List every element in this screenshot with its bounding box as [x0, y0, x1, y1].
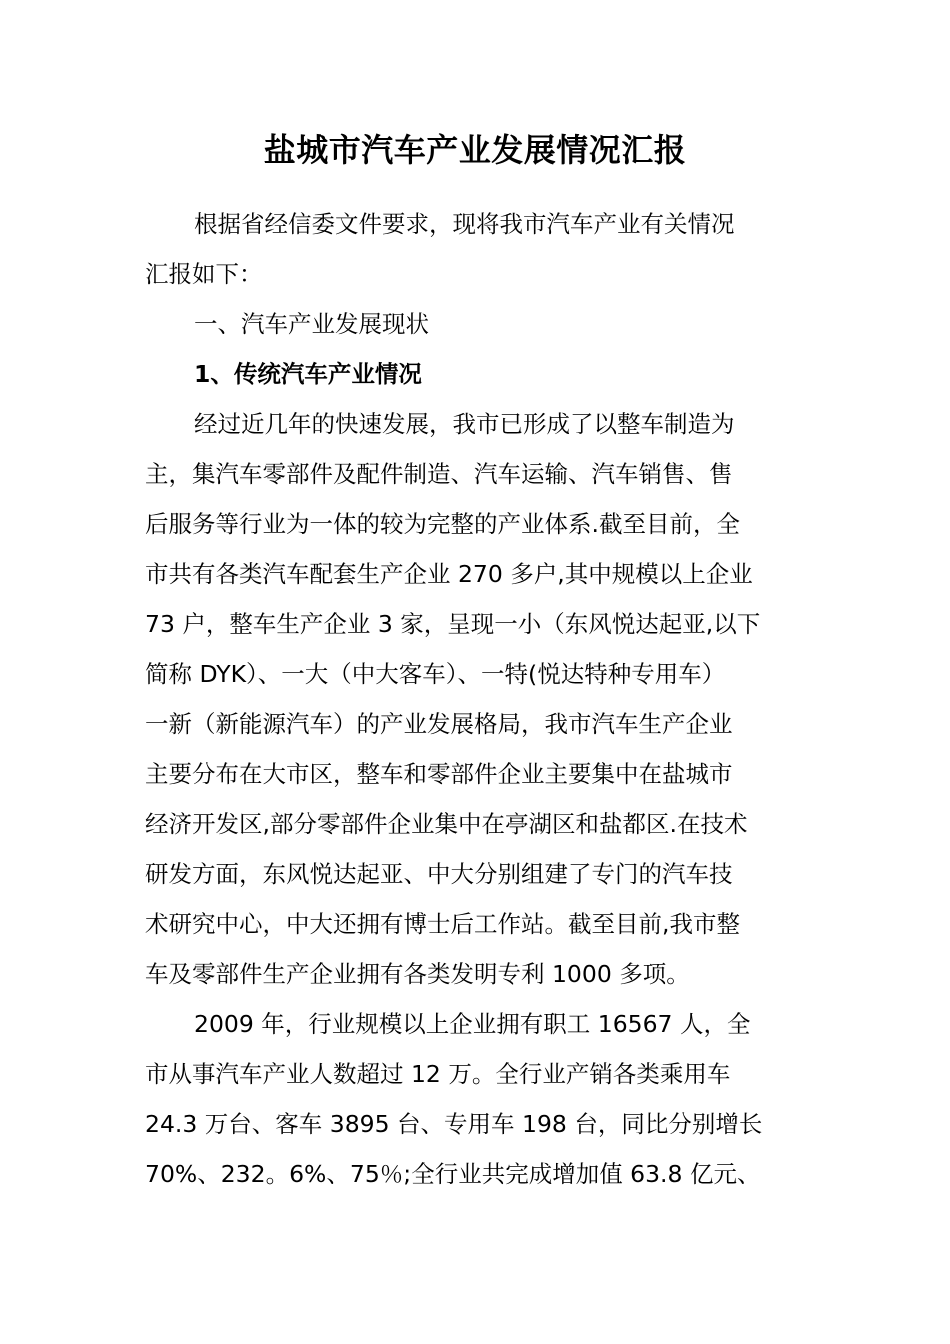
paragraph-line: 经过近几年的快速发展，我市已形成了以整车制造为: [194, 410, 735, 438]
paragraph-line: 汇报如下：: [145, 260, 263, 288]
paragraph-line: 市共有各类汽车配套生产企业 270 多户,其中规模以上企业: [145, 560, 753, 588]
paragraph-line: 后服务等行业为一体的较为完整的产业体系.截至目前，全: [145, 510, 740, 538]
paragraph-line: 70%、232。6%、75％;全行业共完成增加值 63.8 亿元、: [145, 1160, 761, 1188]
subsection-heading: 1、传统汽车产业情况: [194, 360, 422, 388]
paragraph-line: 24.3 万台、客车 3895 台、专用车 198 台，同比分别增长: [145, 1110, 763, 1138]
paragraph-line: 市从事汽车产业人数超过 12 万。全行业产销各类乘用车: [145, 1060, 731, 1088]
paragraph-line: 研发方面，东风悦达起亚、中大分别组建了专门的汽车技: [145, 860, 733, 888]
section-heading: 一、汽车产业发展现状: [194, 310, 429, 338]
paragraph-line: 车及零部件生产企业拥有各类发明专利 1000 多项。: [145, 960, 690, 988]
paragraph-line: 主要分布在大市区，整车和零部件企业主要集中在盐城市: [145, 760, 733, 788]
paragraph-line: 一新（新能源汽车）的产业发展格局，我市汽车生产企业: [145, 710, 733, 738]
paragraph-line: 2009 年，行业规模以上企业拥有职工 16567 人，全: [194, 1010, 751, 1038]
paragraph-line: 术研究中心，中大还拥有博士后工作站。截至目前,我市整: [145, 910, 740, 938]
document-title: 盐城市汽车产业发展情况汇报: [263, 131, 687, 169]
paragraph-line: 经济开发区,部分零部件企业集中在亭湖区和盐都区.在技术: [145, 810, 748, 838]
paragraph-line: 主，集汽车零部件及配件制造、汽车运输、汽车销售、售: [145, 460, 733, 488]
paragraph-line: 73 户，整车生产企业 3 家，呈现一小（东风悦达起亚,以下: [145, 610, 761, 638]
paragraph-line: 简称 DYK）、一大（中大客车）、一特(悦达特种专用车）: [145, 660, 726, 688]
paragraph-line: 根据省经信委文件要求，现将我市汽车产业有关情况: [194, 210, 735, 238]
